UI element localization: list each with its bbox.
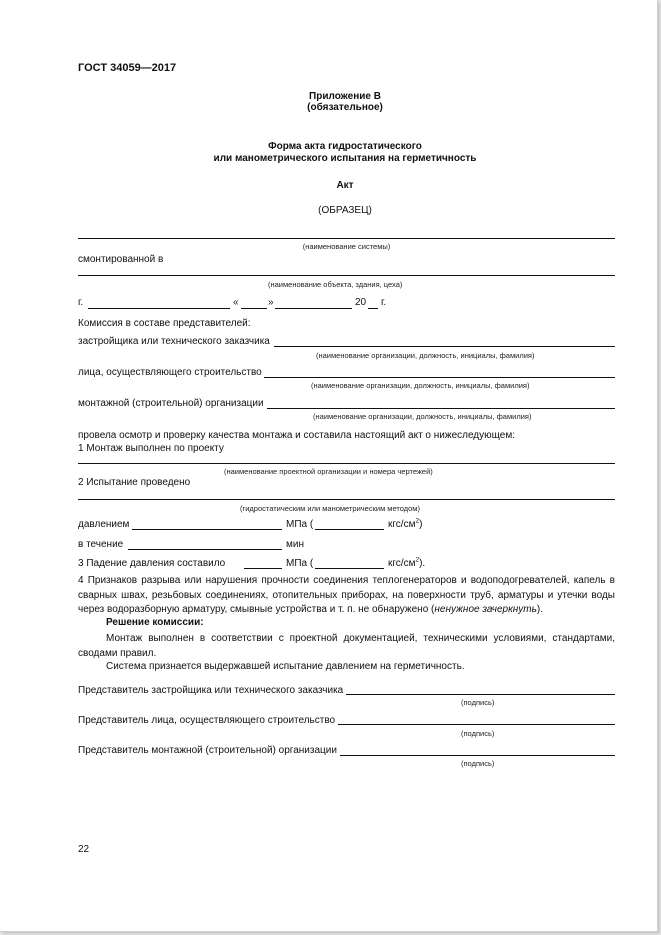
quote-open: « [233,297,239,308]
commission-label: Комиссия в составе представителей: [78,318,251,329]
sig-installer-line[interactable] [340,755,615,756]
item1-label: 1 Монтаж выполнен по проекту [78,443,224,454]
appendix-subtitle: (обязательное) [307,102,383,113]
year-line[interactable] [368,308,378,309]
pressure-label: давлением [78,519,130,530]
decision-title: Решение комиссии: [106,617,204,628]
quote-close: » [268,297,274,308]
year-prefix: 20 [355,297,367,308]
system-line[interactable] [78,238,615,239]
drop-line[interactable] [244,568,282,569]
item3-label: 3 Падение давления составило [78,558,226,569]
installer-label: монтажной (строительной) организации [78,398,264,409]
sig-developer-label: Представитель застройщика или технического заказчика [78,685,344,696]
appendix-title: Приложение В [309,91,381,102]
kgf-unit: кгс/$см^2$) [388,517,423,530]
standard-number: ГОСТ 34059—2017 [78,62,177,74]
form-title-line2: или манометрического испытания на герметичность [213,153,477,164]
builder-line[interactable] [264,377,615,378]
item4-paragraph: 4 Признаков разрыва или нарушения прочности соединения теплогенераторов и водоподогревателей, капель в сварных швах, резьбовых соединениях, отопительных приборах, на поверхности труб, арматуры и утечки воды через водоразборную арматуру, смывные устройства и т. п. не обнаружено (ненужное зачеркнуть). [78,575,615,615]
duration-line[interactable] [128,549,282,550]
object-caption: (наименование объекта, здания, цеха) [268,280,403,289]
day-line[interactable] [241,308,267,309]
developer-label: застройщика или технического заказчика [78,336,270,347]
method-caption: (гидростатическим или манометрическим методом) [240,504,420,513]
object-line[interactable] [78,275,615,276]
act-title: Акт [336,180,354,191]
act-sample: (ОБРАЗЕЦ) [318,205,372,216]
developer-caption: (наименование организации, должность, инициалы, фамилия) [316,351,535,360]
project-caption: (наименование проектной организации и номера чертежей) [224,467,433,476]
year-suffix: г. [381,297,387,308]
month-line[interactable] [275,308,352,309]
item2-label: 2 Испытание проведено [78,477,191,488]
builder-label: лица, осуществляющего строительство [78,367,262,378]
sig-installer-label: Представитель монтажной (строительной) организации [78,745,337,756]
method-line[interactable] [78,499,615,500]
project-line[interactable] [78,463,615,464]
drop-mpa-unit: МПа ( [286,558,314,569]
sig-installer-caption: (подпись) [461,759,495,768]
sig-developer-caption: (подпись) [461,698,495,707]
installer-caption: (наименование организации, должность, инициалы, фамилия) [313,412,532,421]
mounted-in-label: смонтированной в [78,254,164,265]
developer-line[interactable] [274,346,615,347]
pressure-line[interactable] [132,529,282,530]
decision-p2: Система признается выдержавшей испытание давлением на герметичность. [106,661,465,672]
drop-kgf-unit: кгс/$см^2$). [388,556,426,569]
drop-kgf-line[interactable] [315,568,384,569]
decision-p1: Монтаж выполнен в соответствии с проектной документацией, техническими условиями, стандартами, сводами правил. [78,633,615,659]
during-label: в течение [78,539,124,550]
installer-line[interactable] [267,408,615,409]
sig-builder-caption: (подпись) [461,729,495,738]
page-number: 22 [78,844,90,855]
builder-caption: (наименование организации, должность, инициалы, фамилия) [311,381,530,390]
sig-builder-label: Представитель лица, осуществляющего строительство [78,715,336,726]
city-line[interactable] [88,308,230,309]
mpa-unit: МПа ( [286,519,314,530]
form-title-line1: Форма акта гидростатического [268,141,422,152]
inspection-intro: провела осмотр и проверку качества монтажа и составила настоящий акт о нижеследующем: [78,430,515,441]
min-unit: мин [286,539,304,550]
sig-developer-line[interactable] [346,694,615,695]
city-prefix: г. [78,297,84,308]
kgf-line[interactable] [315,529,384,530]
system-caption: (наименование системы) [302,242,391,251]
sig-builder-line[interactable] [338,724,615,725]
